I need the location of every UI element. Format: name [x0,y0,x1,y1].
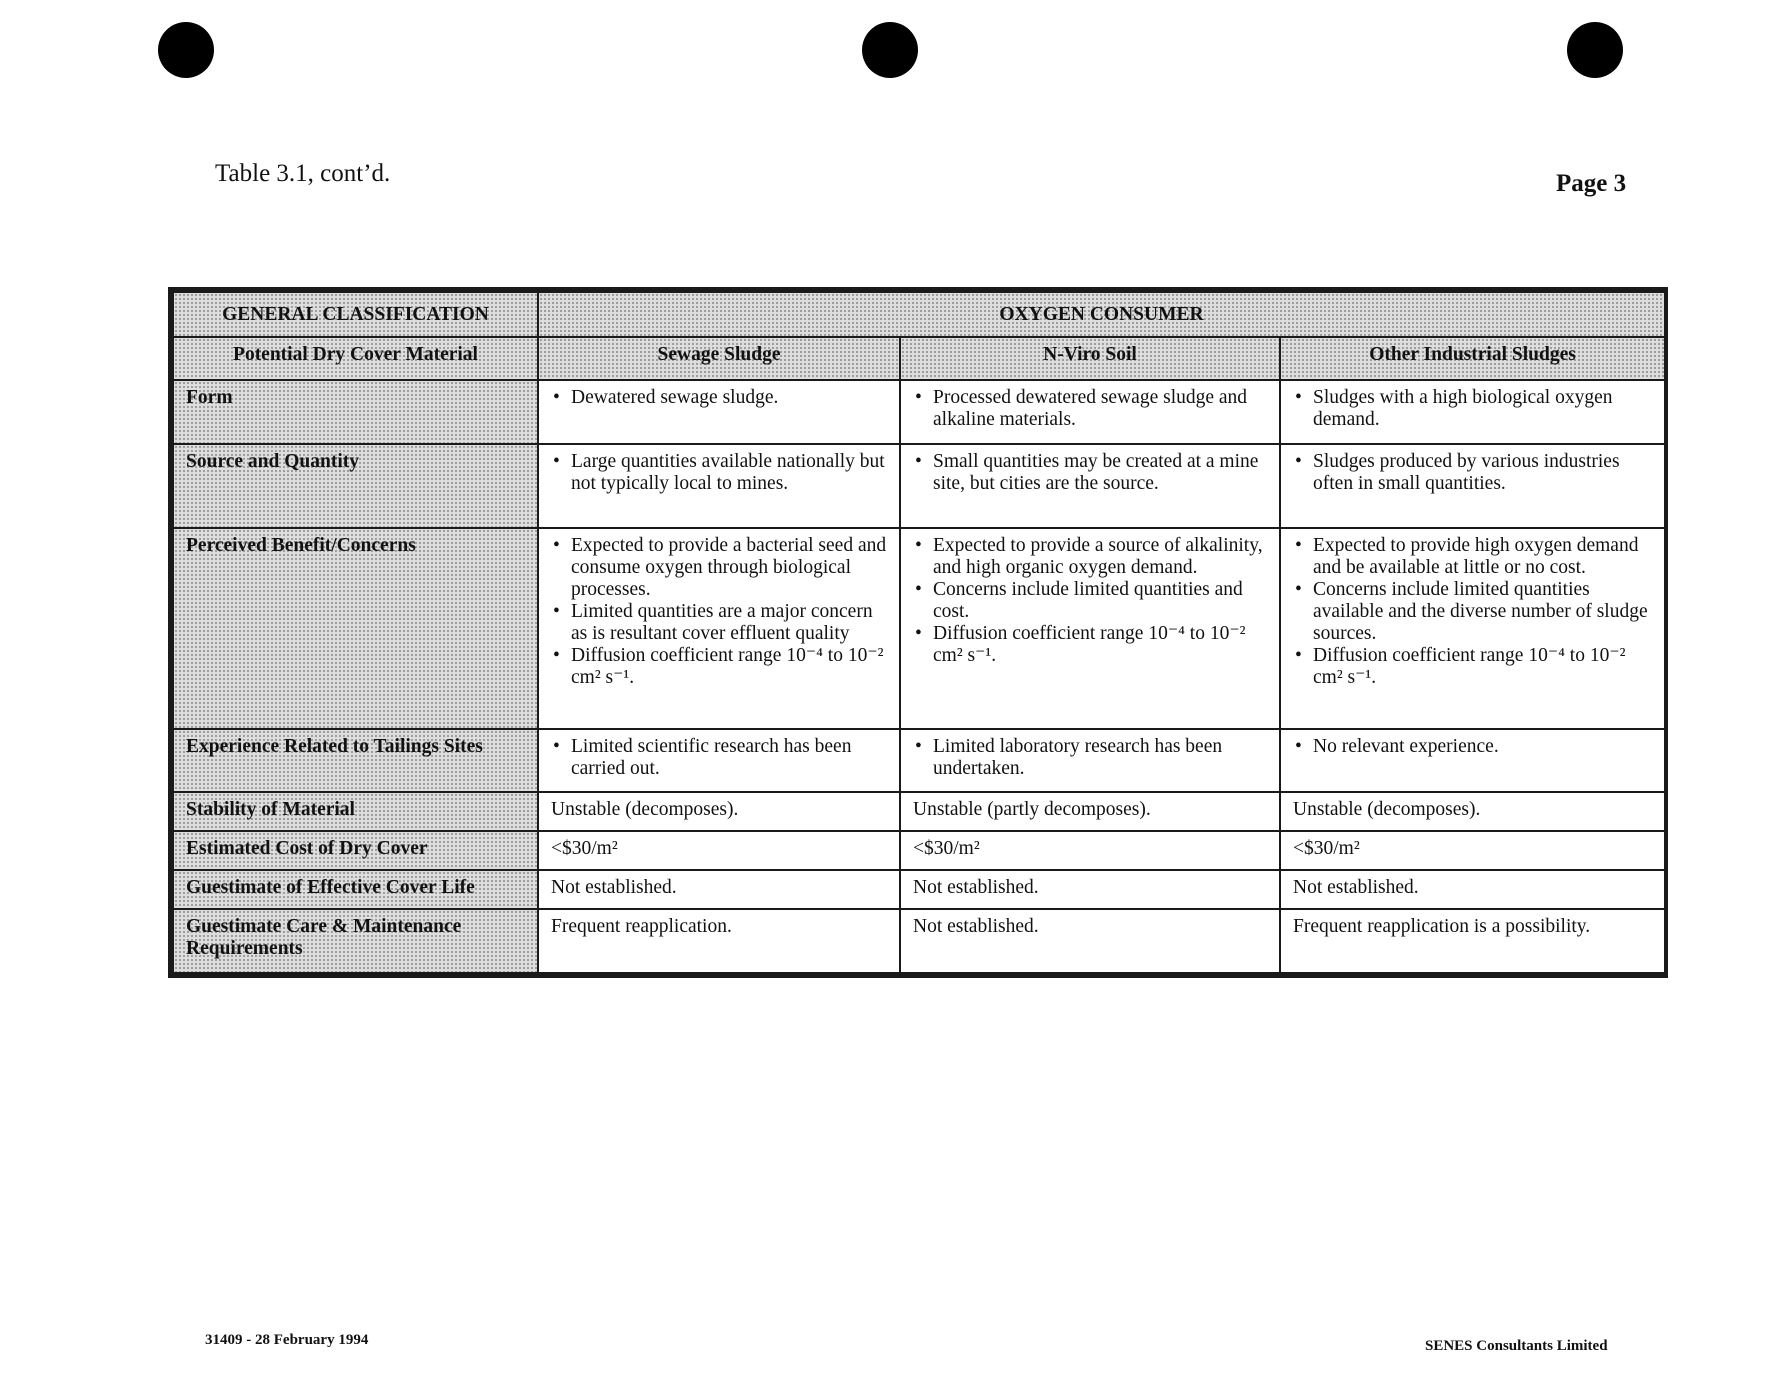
row-label-stability-of-material: Stability of Material [173,792,538,831]
column-header-n-viro-soil: N-Viro Soil [900,337,1280,380]
punch-hole-middle [862,22,918,78]
bullet-item: • Expected to provide a bacterial seed and consume oxygen through biological processes. [571,535,887,601]
bullet-item: • Concerns include limited quantities available and the diverse number of sludge sources. [1313,579,1652,645]
column-header-other-industrial-sludges: Other Industrial Sludges [1280,337,1665,380]
table-cell [900,528,1280,729]
table-cell: Frequent reapplication. [538,909,900,973]
table-cell: Not established. [900,870,1280,909]
bullet-item: • Small quantities may be created at a mine site, but cities are the source. [933,451,1267,495]
bullet-item: • Sludges with a high biological oxygen demand. [1313,387,1652,431]
punch-hole-right [1567,22,1623,78]
footer-company-name: SENES Consultants Limited [1425,1338,1608,1354]
footer-document-date: 31409 - 28 February 1994 [205,1332,369,1348]
table-cell [538,380,900,444]
classification-table-frame [168,287,1668,978]
table-cell: Unstable (decomposes). [538,792,900,831]
row-label-estimated-cost: Estimated Cost of Dry Cover [173,831,538,870]
bullet-item: • Diffusion coefficient range 10⁻⁴ to 10⁻² cm² s⁻¹. [933,623,1267,667]
table-row [173,528,1665,729]
row-header-label: Potential Dry Cover Material [173,337,538,380]
bullet-item: • Diffusion coefficient range 10⁻⁴ to 10⁻² cm² s⁻¹. [571,645,887,689]
table-cell [538,729,900,793]
table-cell [538,528,900,729]
bullet-item: • Expected to provide high oxygen demand and be available at little or no cost. [1313,535,1652,579]
table-row [173,831,1665,870]
table-cell [1280,729,1665,793]
classification-table [172,291,1666,974]
table-cell: <$30/m² [538,831,900,870]
table-header-row-2 [173,337,1665,380]
table-cell [538,444,900,528]
bullet-item: • Sludges produced by various industries often in small quantities. [1313,451,1652,495]
bullet-item: • Concerns include limited quantities and cost. [933,579,1267,623]
bullet-item: • Large quantities available nationally but not typically local to mines. [571,451,887,495]
bullet-item: • Limited scientific research has been carried out. [571,736,887,780]
row-label-effective-cover-life: Guestimate of Effective Cover Life [173,870,538,909]
table-row [173,909,1665,973]
general-classification-header: GENERAL CLASSIFICATION [173,292,538,337]
punch-hole-left [158,22,214,78]
bullet-item: • Expected to provide a source of alkalinity, and high organic oxygen demand. [933,535,1267,579]
table-row [173,792,1665,831]
table-cell [1280,380,1665,444]
row-label-source-and-quantity: Source and Quantity [173,444,538,528]
bullet-item: • Limited quantities are a major concern as is resultant cover effluent quality [571,601,887,645]
table-header-row-1 [173,292,1665,337]
table-cell: Not established. [900,909,1280,973]
table-cell [900,444,1280,528]
table-caption: Table 3.1, cont’d. [215,160,391,187]
row-label-perceived-benefit-concerns: Perceived Benefit/Concerns [173,528,538,729]
table-cell [900,729,1280,793]
bullet-item: • No relevant experience. [1313,736,1652,758]
bullet-item: • Diffusion coefficient range 10⁻⁴ to 10⁻² cm² s⁻¹. [1313,645,1652,689]
table-cell: Unstable (partly decomposes). [900,792,1280,831]
table-cell: Not established. [1280,870,1665,909]
bullet-item: • Dewatered sewage sludge. [571,387,887,409]
row-label-care-maintenance: Guestimate Care & Maintenance Requirements [173,909,538,973]
table-cell [1280,444,1665,528]
table-row [173,870,1665,909]
table-cell: <$30/m² [900,831,1280,870]
bullet-item: • Limited laboratory research has been undertaken. [933,736,1267,780]
row-label-form: Form [173,380,538,444]
table-cell: Frequent reapplication is a possibility. [1280,909,1665,973]
table-cell [1280,528,1665,729]
column-header-sewage-sludge: Sewage Sludge [538,337,900,380]
oxygen-consumer-header: OXYGEN CONSUMER [538,292,1665,337]
table-cell: Unstable (decomposes). [1280,792,1665,831]
table-cell [900,380,1280,444]
bullet-item: • Processed dewatered sewage sludge and alkaline materials. [933,387,1267,431]
table-row [173,729,1665,793]
table-cell: <$30/m² [1280,831,1665,870]
table-row [173,444,1665,528]
row-label-experience-tailings-sites: Experience Related to Tailings Sites [173,729,538,793]
table-row [173,380,1665,444]
table-cell: Not established. [538,870,900,909]
page-number: Page 3 [1556,170,1627,197]
